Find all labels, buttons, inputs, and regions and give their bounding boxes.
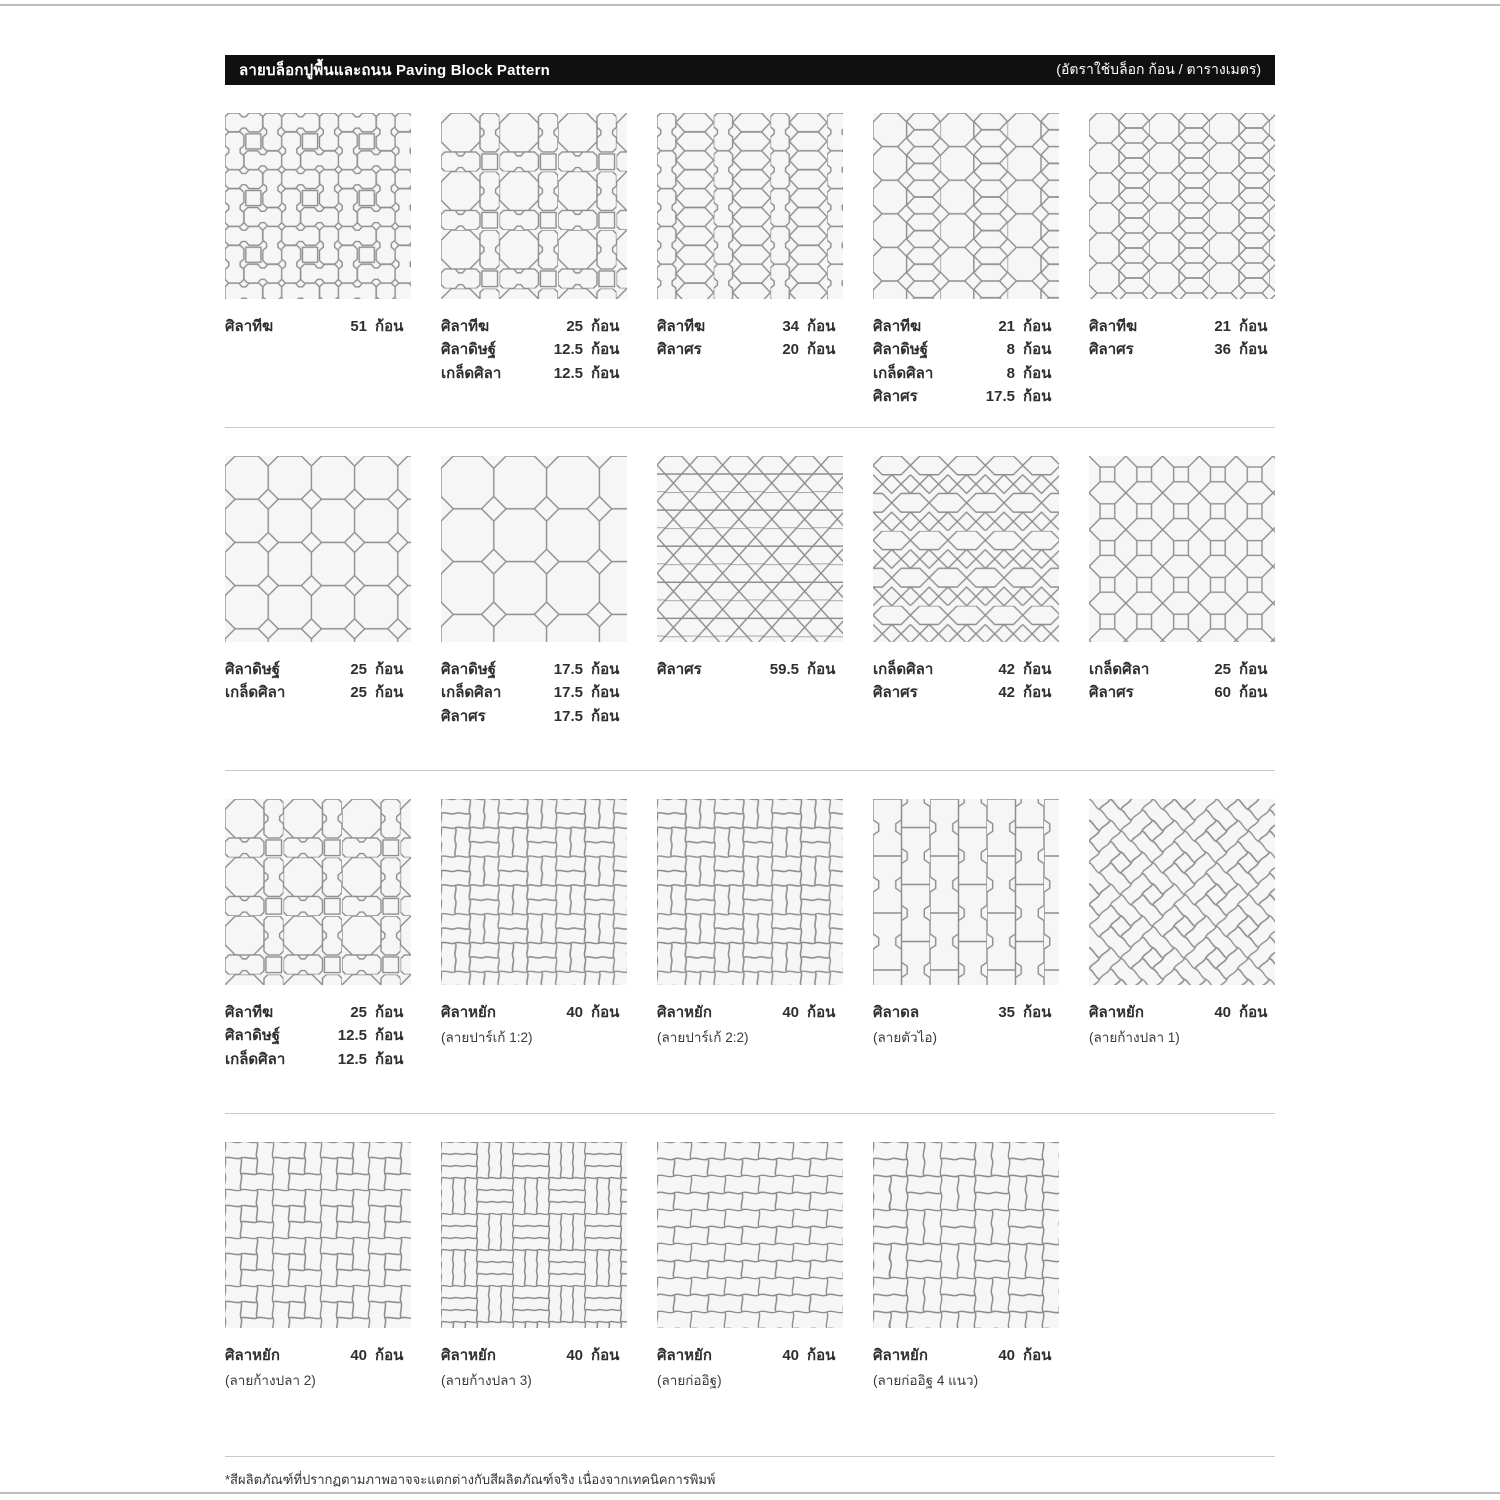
qty-unit: ก้อน	[1023, 661, 1052, 678]
pattern-variant-label: (ลายตัวไอ)	[873, 1030, 937, 1046]
product-qty: 17.5	[553, 707, 583, 725]
product-line	[225, 681, 411, 704]
product-line	[441, 338, 627, 361]
pattern-card	[225, 799, 411, 1113]
pattern-swatch-wavy-parquet-1-2	[441, 799, 627, 985]
product-qty: 17.5	[985, 387, 1015, 405]
qty-unit: ก้อน	[807, 661, 836, 678]
product-qty: 8	[1006, 341, 1015, 359]
pattern-swatch-i-block-basketweave	[225, 113, 411, 299]
product-qty: 12.5	[337, 1050, 367, 1068]
product-line	[657, 338, 843, 361]
product-name: เกล็ดศิลา	[441, 364, 502, 382]
qty-unit: ก้อน	[375, 1347, 404, 1364]
pattern-card	[657, 456, 843, 770]
footer	[225, 1456, 1275, 1490]
qty-unit: ก้อน	[591, 341, 620, 359]
product-qty: 59.5	[769, 661, 799, 678]
pattern-card	[657, 799, 843, 1113]
pattern-swatch-i-block-hexagon-square	[1089, 113, 1275, 299]
qty-unit: ก้อน	[591, 1004, 620, 1021]
row-divider	[225, 427, 1275, 428]
product-line	[441, 1001, 627, 1024]
pattern-variant-label: (ลายก้างปลา 2)	[225, 1373, 316, 1389]
qty-unit: ก้อน	[591, 707, 620, 725]
qty-unit: ก้อน	[375, 1050, 404, 1068]
product-name: ศิลาศร	[1089, 341, 1134, 359]
pattern-caption	[1089, 658, 1275, 770]
pattern-caption	[441, 315, 627, 427]
pattern-swatch-i-block-hexagon	[657, 113, 843, 299]
pattern-swatch-hexagon-diamond	[873, 456, 1059, 642]
product-qty: 36	[1214, 341, 1231, 359]
header-unit-note: (อัตราใช้บล็อก ก้อน / ตารางเมตร)	[1056, 61, 1261, 77]
product-qty: 40	[566, 1004, 583, 1021]
product-name: เกล็ดศิลา	[441, 684, 502, 702]
qty-unit: ก้อน	[591, 661, 620, 678]
pattern-card	[657, 1142, 843, 1456]
pattern-caption	[873, 315, 1059, 427]
qty-unit: ก้อน	[591, 364, 620, 382]
product-name: ศิลาศร	[873, 684, 918, 702]
page-bottom-edge	[0, 1492, 1500, 1494]
product-qty: 51	[350, 318, 367, 335]
product-qty: 34	[782, 318, 799, 335]
qty-unit: ก้อน	[807, 341, 836, 359]
footer-disclaimer: *สีผลิตภัณฑ์ที่ปรากฏตามภาพอาจจะแตกต่างกับสีผลิตภัณฑ์จริง เนื่องจากเทคนิคการพิมพ์	[225, 1472, 716, 1487]
product-qty: 17.5	[553, 684, 583, 702]
product-line	[657, 658, 843, 681]
pattern-caption	[657, 315, 843, 427]
pattern-swatch-wavy-running-bond-4-way	[873, 1142, 1059, 1328]
product-name: เกล็ดศิลา	[873, 661, 934, 678]
page-top-edge	[0, 4, 1500, 6]
product-qty: 21	[998, 318, 1015, 335]
product-qty: 25	[350, 684, 367, 702]
product-qty: 40	[782, 1347, 799, 1364]
qty-unit: ก้อน	[1023, 387, 1052, 405]
pattern-swatch-wavy-herringbone-2	[225, 1142, 411, 1328]
product-line	[1089, 658, 1275, 681]
product-qty: 21	[1214, 318, 1231, 335]
product-line	[873, 362, 1059, 385]
pattern-swatch-octagon-hexagon-square-mix	[873, 113, 1059, 299]
pattern-card	[225, 1142, 411, 1456]
product-qty: 35	[998, 1004, 1015, 1021]
product-name: ศิลาดล	[873, 1004, 920, 1021]
product-name: ศิลาหยัก	[441, 1347, 496, 1364]
qty-unit: ก้อน	[807, 1347, 836, 1364]
qty-unit: ก้อน	[1239, 684, 1268, 702]
product-qty: 40	[782, 1004, 799, 1021]
pattern-swatch-square-diamond	[1089, 456, 1275, 642]
product-line	[657, 1344, 843, 1367]
pattern-variant-label: (ลายก้างปลา 3)	[441, 1373, 532, 1389]
product-name: ศิลาหยัก	[657, 1004, 712, 1021]
pattern-card	[873, 1142, 1059, 1456]
pattern-variant-label: (ลายปาร์เก้ 1:2)	[441, 1030, 533, 1046]
qty-unit: ก้อน	[375, 318, 404, 335]
pattern-variant-label: (ลายก่ออิฐ)	[657, 1373, 722, 1389]
pattern-card	[225, 113, 411, 427]
product-name: ศิลาดิษฐ์	[441, 341, 497, 359]
pattern-card	[873, 456, 1059, 770]
pattern-card	[1089, 456, 1275, 770]
pattern-caption	[441, 1344, 627, 1456]
row-divider	[225, 1113, 1275, 1114]
product-line	[1089, 1001, 1275, 1024]
qty-unit: ก้อน	[375, 1027, 404, 1045]
header-bar	[225, 55, 1275, 85]
product-name: ศิลาศร	[657, 661, 702, 678]
product-name: เกล็ดศิลา	[225, 684, 286, 702]
product-name: ศิลาดิษฐ์	[225, 661, 281, 678]
qty-unit: ก้อน	[1239, 1004, 1268, 1021]
pattern-variant-label: (ลายก่ออิฐ 4 แนว)	[873, 1373, 979, 1389]
product-line	[441, 1344, 627, 1367]
pattern-row-3	[225, 799, 1275, 1113]
pattern-caption	[657, 1344, 843, 1456]
product-name: ศิลาหยัก	[441, 1004, 496, 1021]
pattern-caption	[225, 1001, 411, 1113]
qty-unit: ก้อน	[1023, 341, 1052, 359]
row-divider	[225, 770, 1275, 771]
product-qty: 40	[566, 1347, 583, 1364]
pattern-caption	[441, 658, 627, 770]
product-line	[1089, 315, 1275, 338]
pattern-caption	[1089, 1001, 1275, 1113]
product-line	[441, 681, 627, 704]
qty-unit: ก้อน	[375, 661, 404, 678]
footer-divider	[225, 1456, 1275, 1457]
qty-unit: ก้อน	[807, 1004, 836, 1021]
pattern-swatch-hexagon	[657, 456, 843, 642]
pattern-card	[873, 113, 1059, 427]
pattern-swatch-octagon-square-i-block	[441, 113, 627, 299]
product-line	[873, 658, 1059, 681]
pattern-row-2	[225, 456, 1275, 770]
product-qty: 8	[1006, 364, 1015, 382]
pattern-caption	[441, 1001, 627, 1113]
product-qty: 17.5	[553, 661, 583, 678]
pattern-card	[441, 1142, 627, 1456]
qty-unit: ก้อน	[375, 684, 404, 702]
product-qty: 12.5	[553, 341, 583, 359]
qty-unit: ก้อน	[1023, 364, 1052, 382]
product-line	[657, 315, 843, 338]
product-qty: 40	[1214, 1004, 1231, 1021]
pattern-swatch-wavy-herringbone-45	[1089, 799, 1275, 985]
product-name: เกล็ดศิลา	[225, 1050, 286, 1068]
product-qty: 25	[350, 661, 367, 678]
product-qty: 40	[998, 1347, 1015, 1364]
pattern-caption	[1089, 315, 1275, 427]
pattern-grid	[225, 113, 1275, 1456]
pattern-card	[441, 799, 627, 1113]
pattern-row-1	[225, 113, 1275, 427]
catalog-page	[225, 0, 1275, 1490]
product-line	[657, 1001, 843, 1024]
product-name: ศิลาหยัก	[1089, 1004, 1144, 1021]
product-qty: 25	[566, 318, 583, 335]
pattern-swatch-wavy-running-bond	[657, 1142, 843, 1328]
product-qty: 20	[782, 341, 799, 359]
page-title: ลายบล็อกปูพื้นและถนน Paving Block Pattern	[239, 62, 550, 79]
product-line	[873, 338, 1059, 361]
product-name: ศิลาดิษฐ์	[873, 341, 929, 359]
product-name: ศิลาทีฆ	[441, 318, 490, 335]
product-name: ศิลาทีฆ	[225, 318, 274, 335]
qty-unit: ก้อน	[1023, 684, 1052, 702]
product-line	[441, 362, 627, 385]
product-line	[441, 315, 627, 338]
product-name: ศิลาทีฆ	[657, 318, 706, 335]
product-line	[225, 1001, 411, 1024]
pattern-card	[1089, 799, 1275, 1113]
product-name: ศิลาหยัก	[873, 1347, 928, 1364]
pattern-caption	[873, 1344, 1059, 1456]
pattern-caption	[225, 1344, 411, 1456]
pattern-caption	[225, 658, 411, 770]
pattern-caption	[873, 1001, 1059, 1113]
product-name: ศิลาศร	[657, 341, 702, 359]
product-name: เกล็ดศิลา	[1089, 661, 1150, 678]
product-qty: 12.5	[337, 1027, 367, 1045]
product-name: ศิลาทีฆ	[1089, 318, 1138, 335]
qty-unit: ก้อน	[1239, 318, 1268, 335]
pattern-swatch-wavy-parquet-2-2	[657, 799, 843, 985]
pattern-caption	[225, 315, 411, 427]
qty-unit: ก้อน	[1239, 661, 1268, 678]
product-qty: 42	[998, 684, 1015, 702]
qty-unit: ก้อน	[1023, 1347, 1052, 1364]
pattern-caption	[657, 658, 843, 770]
product-name: ศิลาศร	[873, 387, 918, 405]
pattern-variant-label: (ลายปาร์เก้ 2:2)	[657, 1030, 749, 1046]
product-line	[873, 385, 1059, 408]
product-qty: 40	[350, 1347, 367, 1364]
product-line	[441, 705, 627, 728]
qty-unit: ก้อน	[807, 318, 836, 335]
pattern-swatch-octagon-square-large	[441, 456, 627, 642]
product-line	[873, 1001, 1059, 1024]
product-qty: 60	[1214, 684, 1231, 702]
pattern-card	[441, 456, 627, 770]
product-line	[225, 1344, 411, 1367]
product-line	[225, 1024, 411, 1047]
product-name: ศิลาดิษฐ์	[441, 661, 497, 678]
product-name: เกล็ดศิลา	[873, 364, 934, 382]
product-name: ศิลาหยัก	[225, 1347, 280, 1364]
pattern-card	[657, 113, 843, 427]
product-line	[225, 315, 411, 338]
product-name: ศิลาทีฆ	[873, 318, 922, 335]
pattern-card	[441, 113, 627, 427]
pattern-swatch-wavy-herringbone-3	[441, 1142, 627, 1328]
product-qty: 25	[350, 1004, 367, 1021]
product-line	[873, 1344, 1059, 1367]
qty-unit: ก้อน	[591, 318, 620, 335]
qty-unit: ก้อน	[1023, 1004, 1052, 1021]
pattern-swatch-octagon-square-i-block	[225, 799, 411, 985]
product-line	[225, 658, 411, 681]
product-qty: 12.5	[553, 364, 583, 382]
qty-unit: ก้อน	[1023, 318, 1052, 335]
pattern-card	[225, 456, 411, 770]
pattern-card	[873, 799, 1059, 1113]
qty-unit: ก้อน	[591, 684, 620, 702]
product-name: ศิลาศร	[441, 707, 486, 725]
product-line	[1089, 681, 1275, 704]
pattern-row-4	[225, 1142, 1275, 1456]
pattern-swatch-i-column	[873, 799, 1059, 985]
product-name: ศิลาทีฆ	[225, 1004, 274, 1021]
product-name: ศิลาดิษฐ์	[225, 1027, 281, 1045]
product-line	[873, 681, 1059, 704]
product-name: ศิลาหยัก	[657, 1347, 712, 1364]
product-line	[873, 315, 1059, 338]
pattern-caption	[657, 1001, 843, 1113]
qty-unit: ก้อน	[1239, 341, 1268, 359]
qty-unit: ก้อน	[591, 1347, 620, 1364]
product-qty: 25	[1214, 661, 1231, 678]
product-line	[225, 1048, 411, 1071]
pattern-variant-label: (ลายก้างปลา 1)	[1089, 1030, 1180, 1046]
qty-unit: ก้อน	[375, 1004, 404, 1021]
pattern-caption	[873, 658, 1059, 770]
product-line	[1089, 338, 1275, 361]
product-line	[441, 658, 627, 681]
pattern-swatch-octagon-square	[225, 456, 411, 642]
pattern-card	[1089, 113, 1275, 427]
product-name: ศิลาศร	[1089, 684, 1134, 702]
product-qty: 42	[998, 661, 1015, 678]
